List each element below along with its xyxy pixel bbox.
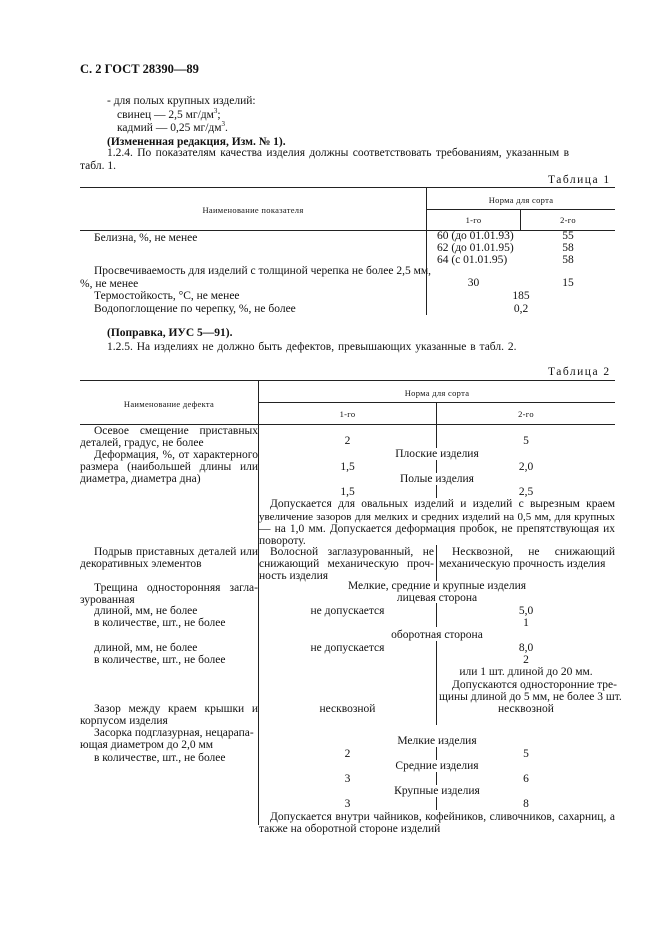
- amendment-note: (Поправка, ИУС 5—91).: [107, 327, 233, 339]
- large-items-heading: Крупные изделия: [394, 785, 480, 797]
- hollow-grade2: 2,5: [518, 486, 534, 498]
- undercut-label-2: декоративных элементов: [80, 558, 202, 570]
- gap-grade1: несквозной: [319, 703, 376, 715]
- table1-top-rule: [80, 187, 615, 188]
- table2-col-name: Наименование дефекта: [123, 399, 215, 409]
- whiteness-label: Белизна, %, не менее: [94, 232, 198, 244]
- translucency-label-cont: %, не менее: [80, 278, 139, 290]
- deform-label-2: размера (наибольшей длины или: [80, 461, 258, 473]
- deform-note-2: увеличение зазоров для мелких и средних изделий на 0,5 мм, для крупных: [259, 511, 615, 523]
- back-note-1: Допускаются односторонние тре-: [452, 679, 617, 691]
- undercut-label-1: Подрыв приставных деталей или: [94, 546, 258, 558]
- back-or-grade2: или 1 шт. длиной до 20 мм.: [459, 666, 593, 678]
- medium-items-heading: Средние изделия: [395, 760, 479, 772]
- large-grade2: 8: [523, 798, 529, 810]
- whiteness-grade1-b: 62 (до 01.01.95): [437, 242, 514, 254]
- water-value: 0,2: [513, 303, 529, 315]
- thermal-label: Термостойкость, °С, не менее: [94, 290, 240, 302]
- back-count-grade2: 2: [523, 654, 529, 666]
- back-length-grade2: 8,0: [518, 642, 534, 654]
- whiteness-grade1-a: 60 (до 01.01.93): [437, 230, 514, 242]
- back-side-heading: оборотная сторона: [391, 629, 483, 641]
- face-length-label: длиной, мм, не более: [94, 605, 198, 617]
- gap-grade2: несквозной: [498, 703, 554, 715]
- flat-items-heading: Плоские изделия: [395, 448, 479, 460]
- face-count-label: в количестве, шт., не более: [94, 617, 226, 629]
- axial-grade2: 5: [523, 435, 529, 447]
- whiteness-grade2-b: 58: [562, 242, 574, 254]
- table2-caption: Таблица 2: [548, 366, 611, 378]
- deform-label-3: диаметра, диаметра дна): [80, 473, 201, 485]
- small-grade2: 5: [523, 748, 529, 760]
- crack-label-1: Трещина односторонняя загла-: [94, 582, 258, 594]
- translucency-grade2: 15: [562, 277, 574, 289]
- crack-label-2: зурованная: [80, 594, 135, 606]
- clog-label-2: ющая диаметром до 2,0 мм: [80, 739, 214, 751]
- deform-note-3: — на 1,0 мм. Допускается деформация пробок, не препятствующая их: [259, 523, 615, 535]
- whiteness-grade2-a: 55: [562, 230, 574, 242]
- intro-line: - для полых крупных изделий:: [107, 95, 256, 107]
- deform-note-4: повороту.: [259, 535, 306, 547]
- whiteness-grade1-c: 64 (с 01.01.95): [437, 254, 508, 266]
- translucency-label: Просвечиваемость для изделий с толщиной черепка не более 2,5 мм,: [94, 265, 431, 277]
- table1-header-mid-rule: [426, 209, 615, 210]
- face-length-grade2: 5,0: [518, 605, 534, 617]
- clog-label-1: Засорка подглазурная, нецарапа-: [94, 727, 254, 739]
- page-header: С. 2 ГОСТ 28390—89: [80, 62, 199, 76]
- large-grade1: 3: [344, 798, 351, 810]
- back-count-label: в количестве, шт., не более: [94, 654, 226, 666]
- clog-note-2: также на оборотной стороне изделий: [259, 823, 441, 835]
- small-items-heading: Мелкие изделия: [397, 735, 477, 747]
- undercut-grade2-2: механическую прочность изделия: [439, 558, 606, 570]
- face-side-heading: лицевая сторона: [396, 592, 478, 604]
- small-grade1: 2: [344, 748, 351, 760]
- table2-col-grade2: 2-го: [518, 409, 534, 419]
- gap-label-2: корпусом изделия: [80, 715, 168, 727]
- deform-note-1: Допускается для овальных изделий и изделий с вырезным краем: [270, 498, 615, 510]
- flat-grade2: 2,0: [518, 461, 534, 473]
- edition-note: (Измененная редакция, Изм. № 1).: [107, 136, 286, 148]
- undercut-grade1-2: снижающий механическую проч-: [259, 558, 434, 570]
- medium-grade1: 3: [344, 773, 351, 785]
- cadmium-limit: кадмий — 0,25 $мг/дм^3$.: [117, 120, 228, 134]
- paragraph-1-2-5: 1.2.5. На изделиях не должно быть дефектов, превышающих указанные в табл. 2.: [107, 341, 517, 353]
- table1-caption: Таблица 1: [548, 174, 611, 186]
- table2-col-norm: Норма для сорта: [404, 388, 470, 398]
- hollow-items-heading: Полые изделия: [400, 473, 474, 485]
- lead-limit: свинец — 2,5 $мг/дм^3$;: [117, 107, 221, 121]
- flat-grade1: 1,5: [340, 461, 355, 473]
- water-label: Водопоглощение по черепку, %, не более: [94, 303, 296, 315]
- paragraph-1-2-4-cont: табл. 1.: [80, 160, 116, 172]
- thermal-value: 185: [512, 290, 530, 302]
- face-count-grade2: 1: [523, 617, 529, 629]
- deform-label-1: Деформация, %, от характерного: [94, 449, 258, 461]
- table1-col-grade2: 2-го: [560, 215, 576, 225]
- axial-label-2: деталей, градус, не более: [80, 437, 204, 449]
- back-note-2: щины длиной до 5 мм, не более 3 шт.: [439, 691, 622, 703]
- hollow-grade1: 1,5: [340, 486, 355, 498]
- clog-note-1: Допускается внутри чайников, кофейников, сливочников, сахарниц, а: [270, 811, 615, 823]
- back-length-label: длиной, мм, не более: [94, 642, 198, 654]
- clog-count-label: в количестве, шт., не более: [94, 752, 226, 764]
- table2-col-grade1: 1-го: [339, 409, 356, 419]
- translucency-grade1: 30: [467, 277, 480, 289]
- undercut-grade2-1: Несквозной, не снижающий: [452, 546, 615, 558]
- face-grade1: не допускается: [310, 605, 385, 617]
- table2-header-mid-rule: [258, 402, 615, 403]
- axial-label-1: Осевое смещение приставных: [94, 425, 258, 437]
- gap-label-1: Зазор между краем крышки и: [94, 703, 258, 715]
- table1-col-grade1: 1-го: [465, 215, 482, 225]
- table1-col-norm: Норма для сорта: [488, 195, 554, 205]
- table2-top-rule: [80, 380, 615, 381]
- undercut-grade1-3: ность изделия: [259, 570, 329, 582]
- back-grade1: не допускается: [310, 642, 385, 654]
- table2-divider-undercut: [436, 545, 437, 581]
- medium-grade2: 6: [523, 773, 529, 785]
- undercut-grade1-1: Волосной заглазурованный, не: [270, 546, 434, 558]
- table1-col-name: Наименование показателя: [202, 205, 304, 215]
- axial-grade1: 2: [344, 435, 351, 447]
- all-sizes-heading: Мелкие, средние и крупные изделия: [347, 580, 527, 592]
- paragraph-1-2-4: 1.2.4. По показателям качества изделия должны соответствовать требованиям, указанным в: [107, 147, 570, 159]
- whiteness-grade2-c: 58: [562, 254, 574, 266]
